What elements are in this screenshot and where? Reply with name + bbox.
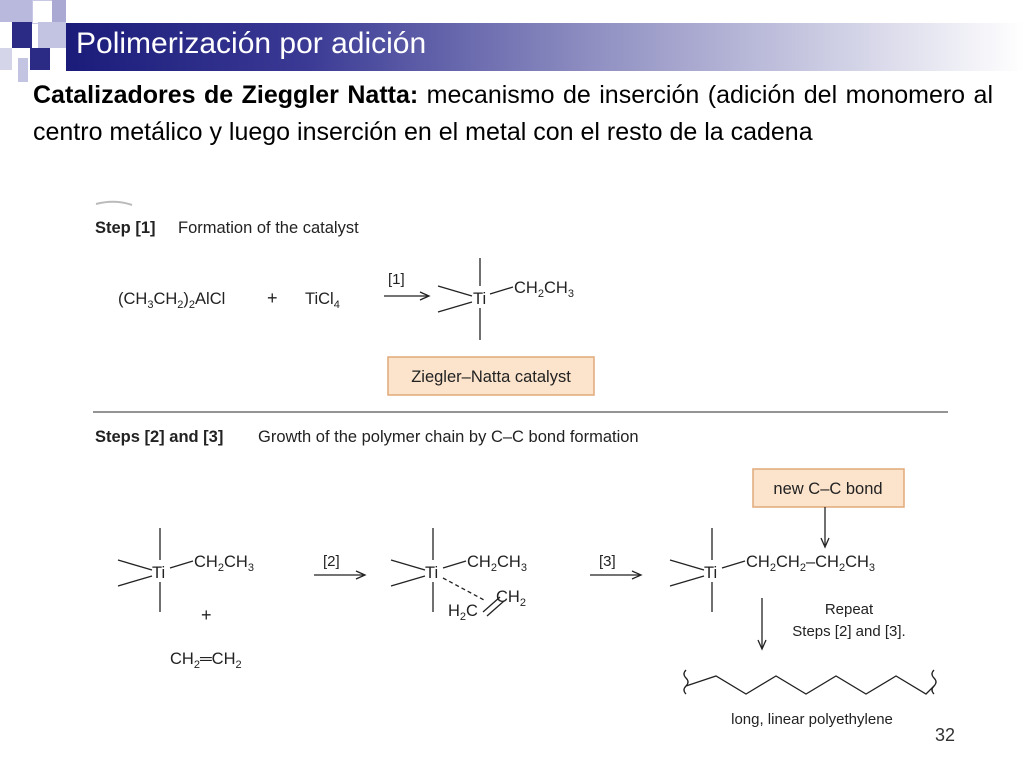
stepA-ti-label: Ti	[152, 564, 166, 582]
ziegler-natta-catalyst-label: Ziegler–Natta catalyst	[411, 368, 571, 386]
stepB-h2c-lower: $H_2C$	[448, 602, 478, 623]
repeat-line2: Steps [2] and [3].	[792, 623, 906, 640]
arrow3-label: [3]	[599, 553, 616, 570]
step1-heading-bold: Step [1]	[95, 219, 156, 237]
stepB-ch2-upper: $CH_2$	[496, 588, 526, 609]
stepB-ethyl-group: $CH_2CH_3$	[467, 553, 527, 574]
step1-ethyl-group: $CH_2CH_3$	[514, 279, 574, 300]
polyethylene-label: long, linear polyethylene	[731, 711, 893, 728]
reactant-triethylaluminum: $(CH_3CH_2)_2AlCl$	[118, 290, 226, 311]
polymer-wavy-end-right	[932, 670, 936, 694]
steps23-heading-bold: Steps [2] and [3]	[95, 428, 224, 446]
step1-ti-label: Ti	[473, 290, 487, 308]
step1-plus: +	[267, 288, 278, 308]
new-cc-bond-label: new C–C bond	[773, 480, 883, 498]
stepC-ti-label: Ti	[704, 564, 718, 582]
body-bold-term: Catalizadores de Zieggler Natta:	[33, 81, 419, 109]
stepC-growing-chain: $CH_2CH_2-CH_2CH_3$	[746, 553, 876, 574]
steps23-plus: +	[201, 605, 212, 625]
arrow1-label: [1]	[388, 271, 405, 288]
reactant-ticl4: TiCl$_4$	[305, 290, 340, 311]
slide-number: 32	[935, 725, 956, 745]
arrow2-label: [2]	[323, 553, 340, 570]
stepA-ethyl-group: $CH_2CH_3$	[194, 553, 254, 574]
polyethylene-zigzag	[686, 676, 934, 694]
step1-heading-text: Formation of the catalyst	[178, 219, 359, 237]
polymer-wavy-end-left	[684, 670, 688, 694]
stepB-ti-label: Ti	[425, 564, 439, 582]
repeat-line1: Repeat	[824, 601, 874, 618]
steps23-heading-text: Growth of the polymer chain by C–C bond formation	[258, 428, 639, 446]
slide-title: Polimerización por adición	[76, 27, 427, 60]
ethylene-monomer: $CH_2═CH_2$	[170, 650, 242, 671]
body-description: mecanismo de inserción (adición del monomero al centro metálico y luego inserción en el metal con el resto de la cadena	[33, 81, 993, 146]
